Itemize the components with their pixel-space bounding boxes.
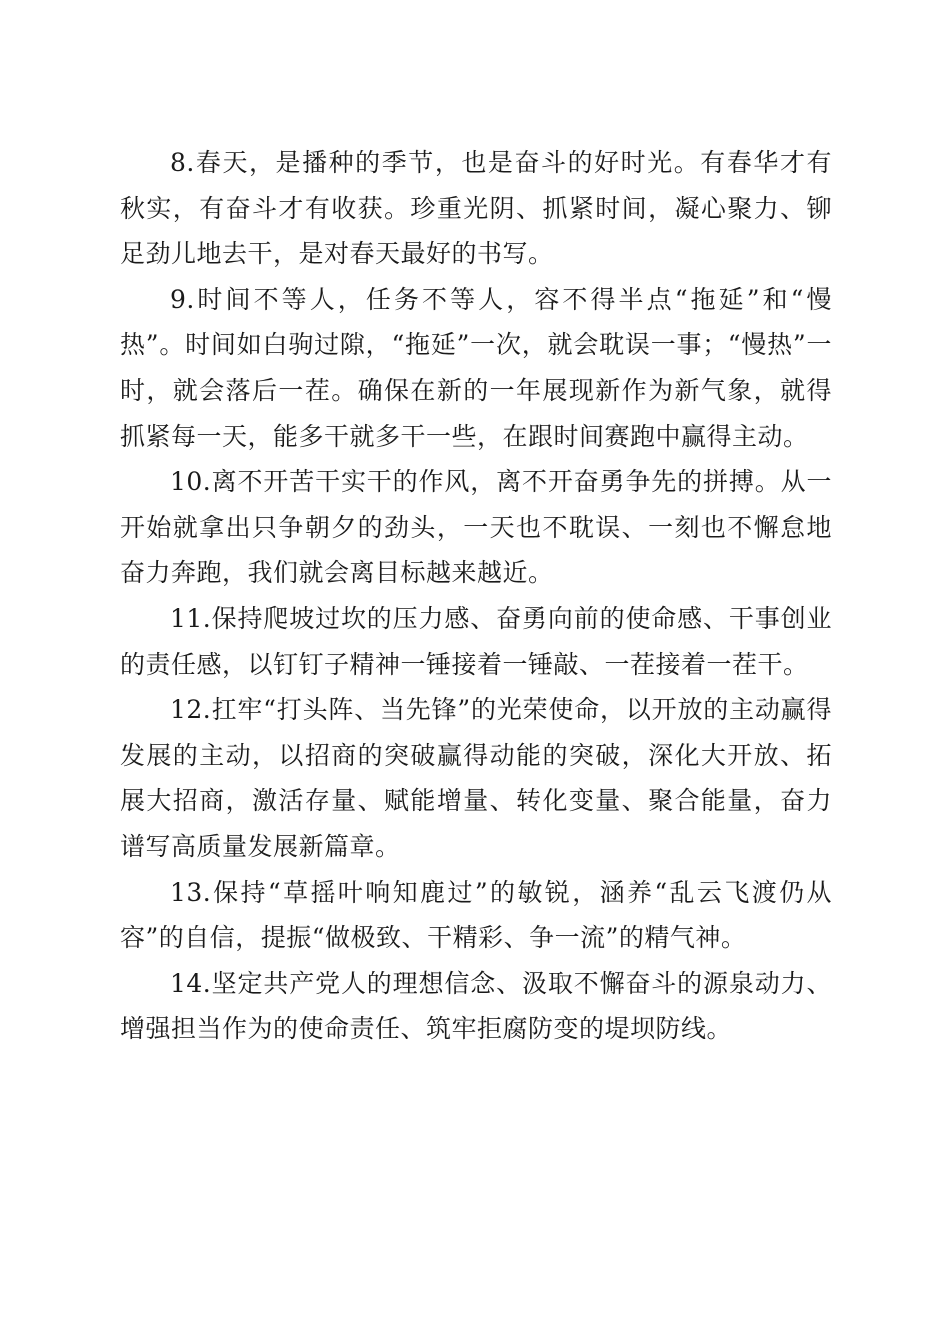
- paragraph-14: 14.坚定共产党人的理想信念、汲取不懈奋斗的源泉动力、增强担当作为的使命责任、筑牢拒腐防变的堤坝防线。: [120, 968, 832, 1044]
- paragraph-9: 9.时间不等人，任务不等人，容不得半点“拖延”和“慢热”。时间如白驹过隙，“拖延”一次，就会耽误一事；“慢热”一时，就会落后一茬。确保在新的一年展现新作为新气象，就得抓紧每一天，能多干就多干一些，在跟时间赛跑中赢得主动。: [120, 284, 832, 451]
- paragraph-11: 11.保持爬坡过坎的压力感、奋勇向前的使命感、干事创业的责任感，以钉钉子精神一锤接着一锤敲、一茬接着一茬干。: [120, 603, 832, 679]
- paragraph-10: 10.离不开苦干实干的作风，离不开奋勇争先的拼搏。从一开始就拿出只争朝夕的劲头，一天也不耽误、一刻也不懈怠地奋力奔跑，我们就会离目标越来越近。: [120, 467, 832, 588]
- paragraph-8: 8.春天，是播种的季节，也是奋斗的好时光。有春华才有秋实，有奋斗才有收获。珍重光阴、抓紧时间，凝心聚力、铆足劲儿地去干，是对春天最好的书写。: [120, 148, 832, 269]
- document-body: [120, 140, 832, 1052]
- paragraph-13: 13.保持“草摇叶响知鹿过”的敏锐，涵养“乱云飞渡仍从容”的自信，提振“做极致、干精彩、争一流”的精气神。: [120, 877, 832, 953]
- paragraph-12: 12.扛牢“打头阵、当先锋”的光荣使命，以开放的主动赢得发展的主动，以招商的突破赢得动能的突破，深化大开放、拓展大招商，激活存量、赋能增量、转化变量、聚合能量，奋力谱写高质量发展新篇章。: [120, 695, 832, 861]
